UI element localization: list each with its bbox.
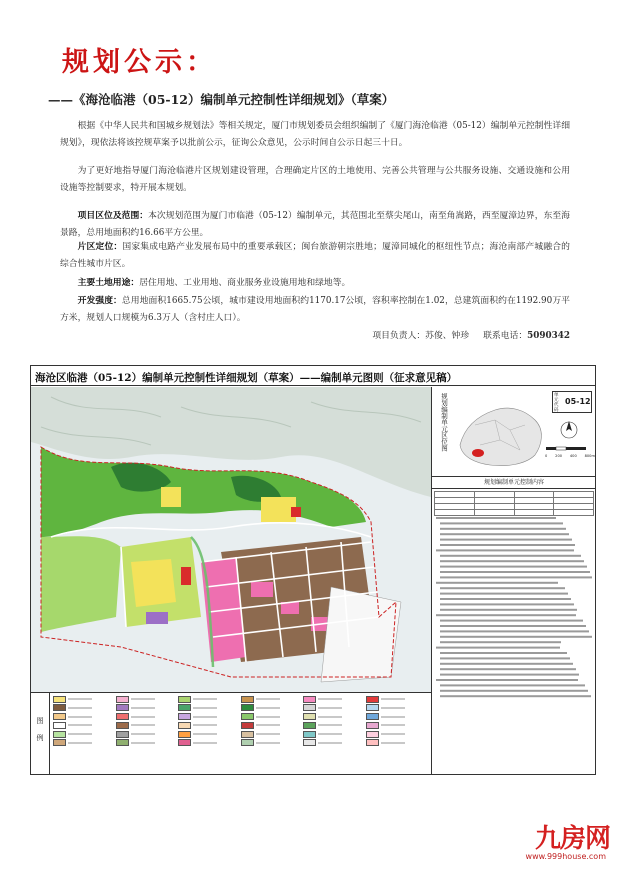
note-line <box>440 625 586 627</box>
public-facility-1 <box>181 567 191 585</box>
legend-label-placeholder <box>131 707 155 709</box>
legend-label-placeholder <box>256 742 280 744</box>
legend-item <box>116 722 179 729</box>
legend-swatch <box>53 696 66 703</box>
positioning-text: 国家集成电路产业发展布局中的重要承载区；闽台旅游朝宗胜地；厦漳同城化的枢纽性节点；海沧南部产城融合的综合性城市片区。 <box>60 242 570 269</box>
legend-label-placeholder <box>256 733 280 735</box>
scale-label: 800m <box>584 454 595 458</box>
legend-label-placeholder <box>256 724 280 726</box>
legend-swatch <box>366 704 379 711</box>
legend-item <box>241 739 304 746</box>
legend-swatch <box>53 731 66 738</box>
project-leader: 项目负责人：苏俊、钟珍 <box>372 331 470 341</box>
page-title: 规划公示： <box>62 47 217 78</box>
legend-label-placeholder <box>381 716 405 718</box>
legend-item <box>366 739 429 746</box>
legend-item <box>303 705 366 712</box>
legend-label-placeholder <box>381 733 405 735</box>
legend-label-placeholder <box>318 742 342 744</box>
note-line <box>440 533 569 535</box>
landuse-label: 主要土地用途： <box>77 278 140 288</box>
legend-swatch <box>241 722 254 729</box>
legend-label-placeholder <box>131 716 155 718</box>
intensity-text: 总用地面积1665.75公顷，城市建设用地面积约1170.17公顷，容积率控制在1.02，总建筑面积约在1192.90万平方米，规划人口规模为6.3万人（含村庄人口）。 <box>60 296 570 323</box>
legend-swatch <box>241 713 254 720</box>
note-line <box>440 674 579 676</box>
legend-item <box>178 713 241 720</box>
residential-zone-2 <box>261 497 296 522</box>
legend-label-placeholder <box>193 707 217 709</box>
legend-label-placeholder <box>318 698 342 700</box>
legend-item <box>303 713 366 720</box>
unplanned-zone <box>321 587 401 682</box>
commercial-block-1 <box>251 582 273 597</box>
note-line <box>436 647 560 649</box>
legend-label-placeholder <box>131 724 155 726</box>
legend-item <box>178 722 241 729</box>
note-line <box>436 517 556 519</box>
legend-label-placeholder <box>131 698 155 700</box>
legend-label-placeholder <box>193 742 217 744</box>
legend-swatch <box>303 731 316 738</box>
purpose-text: 为了更好地指导厦门海沧临港片区规划建设管理，合理确定片区的土地使用、完善公共管理与公共服务设施、交通设施和公用设施等控制要求，特开展本规划。 <box>60 166 570 193</box>
legend-grid <box>53 696 428 746</box>
note-line <box>440 571 590 573</box>
phone-label: 联系电话： <box>483 331 528 341</box>
legend-heading: 图例 <box>31 693 50 775</box>
legend-label-placeholder <box>381 724 405 726</box>
legend-swatch <box>116 713 129 720</box>
legend-swatch <box>53 739 66 746</box>
note-line <box>440 657 570 659</box>
legend-label-placeholder <box>381 742 405 744</box>
legend-swatch <box>303 739 316 746</box>
note-line <box>440 609 577 611</box>
residential-zone-3 <box>161 487 181 507</box>
legend-item <box>116 731 179 738</box>
legend-label-placeholder <box>193 724 217 726</box>
watermark-logo: 九房网 <box>534 824 610 854</box>
legend-swatch <box>53 713 66 720</box>
legend-swatch <box>178 713 191 720</box>
legend-item <box>53 696 116 703</box>
legend-swatch <box>303 713 316 720</box>
legend-item <box>366 705 429 712</box>
location-text: 本次规划范围为厦门市临港（05-12）编制单元，其范围北至蔡尖尾山，南至角嵩路，西至厦漳边界，东至海景路，总用地面积约16.66平方公里。 <box>60 211 570 238</box>
legend-swatch <box>241 739 254 746</box>
legend-swatch <box>241 704 254 711</box>
legend-label-placeholder <box>131 733 155 735</box>
legend-item <box>178 731 241 738</box>
legend-item <box>53 731 116 738</box>
north-arrow-icon <box>554 419 584 441</box>
legend-swatch <box>178 704 191 711</box>
west-green-zone <box>41 536 121 632</box>
legend-swatch <box>116 731 129 738</box>
note-line <box>440 539 572 541</box>
note-line <box>436 614 576 616</box>
note-line <box>440 620 583 622</box>
legend-label-placeholder <box>318 707 342 709</box>
watermark-url: www.999house.com <box>525 852 606 861</box>
intro-paragraph <box>60 118 570 152</box>
landuse-text: 居住用地、工业用地、商业服务业设施用地和绿地等。 <box>139 278 351 288</box>
legend-label-placeholder <box>68 733 92 735</box>
utility-zone <box>146 612 168 624</box>
legend-swatch <box>366 731 379 738</box>
note-line <box>440 668 576 670</box>
note-line <box>440 587 565 589</box>
legend-label-placeholder <box>193 716 217 718</box>
legend-label-placeholder <box>318 733 342 735</box>
plan-map-panel <box>30 365 596 775</box>
public-facility-2 <box>291 507 301 517</box>
legend-item <box>241 731 304 738</box>
positioning-label: 片区定位： <box>77 242 123 252</box>
legend-item <box>178 705 241 712</box>
legend-swatch <box>116 696 129 703</box>
legend-item <box>241 722 304 729</box>
residential-zone-1 <box>131 559 176 607</box>
legend-item <box>303 696 366 703</box>
legend-swatch <box>241 731 254 738</box>
note-line <box>440 560 584 562</box>
legend-panel <box>31 692 431 775</box>
control-notes-text <box>436 517 592 707</box>
intro-text: 根据《中华人民共和国城乡规划法》等相关规定，厦门市规划委员会组织编制了《厦门海沧临港（05-12）编制单元控制性详细规划》，现依法将该控规草案予以批前公示，征询公众意见，公示时间自公示日起三十日。 <box>60 121 570 148</box>
purpose-paragraph <box>60 163 570 197</box>
note-line <box>440 598 571 600</box>
legend-swatch <box>366 696 379 703</box>
scale-label: 200 <box>555 454 563 458</box>
legend-item <box>178 739 241 746</box>
map-title: 海沧区临港（05-12）编制单元控制性详细规划（草案）——编制单元图则（征求意见稿） <box>31 366 595 386</box>
legend-item <box>116 705 179 712</box>
location-panel <box>432 387 596 477</box>
highlighted-unit <box>472 449 484 457</box>
legend-label-placeholder <box>193 733 217 735</box>
location-label: 规划编制单元区位图 <box>440 393 448 452</box>
note-line <box>440 630 589 632</box>
legend-swatch <box>241 696 254 703</box>
legend-item <box>303 739 366 746</box>
legend-label-placeholder <box>381 698 405 700</box>
legend-swatch <box>178 731 191 738</box>
note-line <box>440 641 561 643</box>
legend-swatch <box>303 722 316 729</box>
legend-item <box>366 731 429 738</box>
legend-label-placeholder <box>381 707 405 709</box>
location-paragraph <box>60 208 570 242</box>
legend-swatch <box>116 722 129 729</box>
legend-label-placeholder <box>131 742 155 744</box>
map-sidebar <box>431 387 595 774</box>
legend-swatch <box>303 696 316 703</box>
page-subtitle: ——《海沧临港（05-12）编制单元控制性详细规划》（草案） <box>48 92 395 107</box>
note-line <box>440 663 573 665</box>
control-table <box>434 491 594 516</box>
legend-swatch <box>303 704 316 711</box>
legend-item <box>366 696 429 703</box>
scale-label: 400 <box>569 454 577 458</box>
watermark <box>500 818 610 868</box>
legend-label-placeholder <box>318 716 342 718</box>
unit-code-label: 单元代码 <box>554 393 559 413</box>
unit-code: 05-12 <box>565 397 591 406</box>
positioning-paragraph <box>60 239 570 273</box>
legend-swatch <box>366 722 379 729</box>
legend-item <box>178 696 241 703</box>
note-line <box>440 636 592 638</box>
legend-item <box>366 722 429 729</box>
note-line <box>440 695 591 697</box>
scale-label: 0 <box>545 454 548 458</box>
unit-code-box <box>552 391 592 413</box>
legend-item <box>241 696 304 703</box>
location-inset-map <box>450 395 550 473</box>
landuse-paragraph <box>60 275 570 292</box>
legend-swatch <box>53 704 66 711</box>
legend-label-placeholder <box>68 707 92 709</box>
legend-item <box>53 722 116 729</box>
legend-item <box>303 722 366 729</box>
legend-label-placeholder <box>318 724 342 726</box>
legend-label-placeholder <box>68 698 92 700</box>
legend-item <box>53 713 116 720</box>
legend-item <box>241 705 304 712</box>
note-line <box>440 603 574 605</box>
legend-swatch <box>53 722 66 729</box>
legend-item <box>366 713 429 720</box>
legend-swatch <box>366 739 379 746</box>
legend-swatch <box>178 696 191 703</box>
note-line <box>440 652 567 654</box>
legend-label-placeholder <box>256 698 280 700</box>
legend-label-placeholder <box>256 716 280 718</box>
legend-label-placeholder <box>68 742 92 744</box>
intensity-label: 开发强度： <box>77 296 122 306</box>
phone-number: 5090342 <box>527 331 570 341</box>
legend-label-placeholder <box>68 724 92 726</box>
legend-swatch <box>178 739 191 746</box>
note-line <box>436 679 578 681</box>
contact-line <box>372 328 570 341</box>
control-content-title: 规划编制单元控制内容 <box>432 477 596 489</box>
note-line <box>440 576 592 578</box>
legend-item <box>53 739 116 746</box>
legend-item <box>116 696 179 703</box>
legend-label-placeholder <box>256 707 280 709</box>
scale-labels <box>545 454 595 458</box>
note-line <box>440 522 563 524</box>
note-line <box>440 566 587 568</box>
note-line <box>440 684 585 686</box>
legend-swatch <box>366 713 379 720</box>
legend-item <box>116 739 179 746</box>
legend-label-placeholder <box>193 698 217 700</box>
location-label: 项目区位及范围： <box>77 211 149 221</box>
legend-item <box>241 713 304 720</box>
legend-item <box>116 713 179 720</box>
legend-swatch <box>116 704 129 711</box>
note-line <box>440 690 588 692</box>
legend-item <box>303 731 366 738</box>
note-line <box>440 544 575 546</box>
legend-label-placeholder <box>68 716 92 718</box>
legend-item <box>53 705 116 712</box>
note-line <box>436 549 574 551</box>
note-line <box>440 593 568 595</box>
land-use-map <box>31 387 431 692</box>
note-line <box>440 528 566 530</box>
intensity-paragraph <box>60 293 570 327</box>
legend-swatch <box>178 722 191 729</box>
legend-swatch <box>116 739 129 746</box>
note-line <box>440 555 581 557</box>
note-line <box>436 582 558 584</box>
